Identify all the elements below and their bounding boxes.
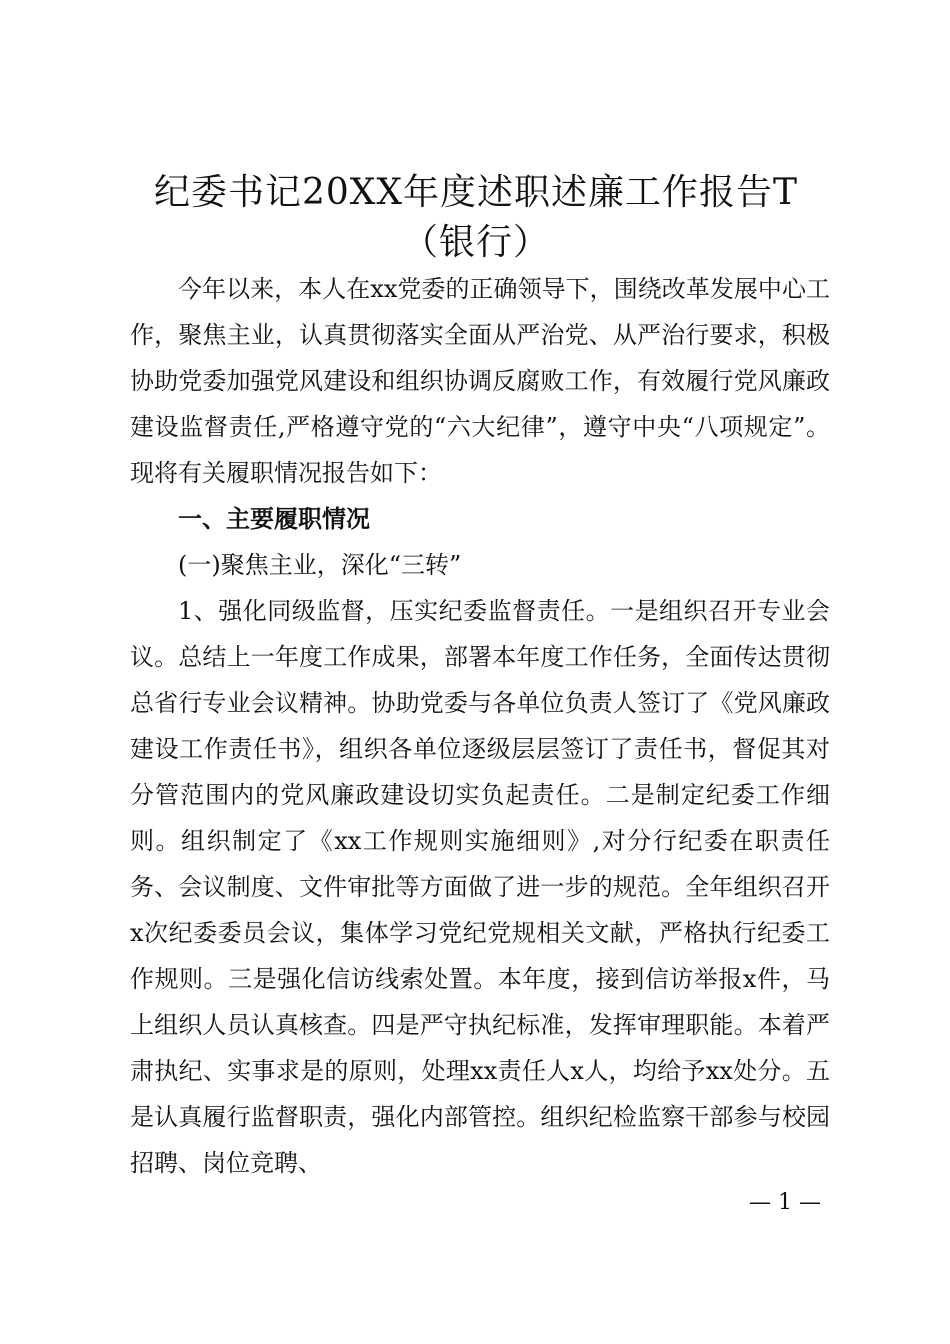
- intro-paragraph: 今年以来，本人在xx党委的正确领导下，围绕改革发展中心工作，聚焦主业，认真贯彻落实全面从严治党、从严治行要求，积极协助党委加强党风建设和组织协调反腐败工作，有效履行党风廉政建设监督责任,严格遵守党的“六大纪律”，遵守中央“八项规定”。现将有关履职情况报告如下：: [130, 275, 830, 487]
- document-title: 纪委书记20XX年度述职述廉工作报告T（银行）: [153, 172, 799, 263]
- subsection-heading: (一)聚焦主业，深化“三转”: [178, 551, 462, 579]
- section-heading: 一、主要履职情况: [178, 505, 370, 533]
- document-body: [130, 266, 830, 1186]
- body-paragraph: 1、强化同级监督，压实纪委监督责任。一是组织召开专业会议。总结上一年度工作成果，部署本年度工作任务，全面传达贯彻总省行专业会议精神。协助党委与各单位负责人签订了《党风廉政建设工作责任书》，组织各单位逐级层层签订了责任书，督促其对分管范围内的党风廉政建设切实负起责任。二是制定纪委工作细则。组织制定了《xx工作规则实施细则》,对分行纪委在职责任务、会议制度、文件审批等方面做了进一步的规范。全年组织召开x次纪委委员会议，集体学习党纪党规相关文献，严格执行纪委工作规则。三是强化信访线索处置。本年度，接到信访举报x件，马上组织人员认真核查。四是严守执纪标准，发挥审理职能。本着严肃执纪、实事求是的原则，处理xx责任人x人，均给予xx处分。五是认真履行监督职责，强化内部管控。组织纪检监察干部参与校园招聘、岗位竞聘、: [130, 597, 830, 1177]
- page-number: — 1 —: [749, 1190, 821, 1215]
